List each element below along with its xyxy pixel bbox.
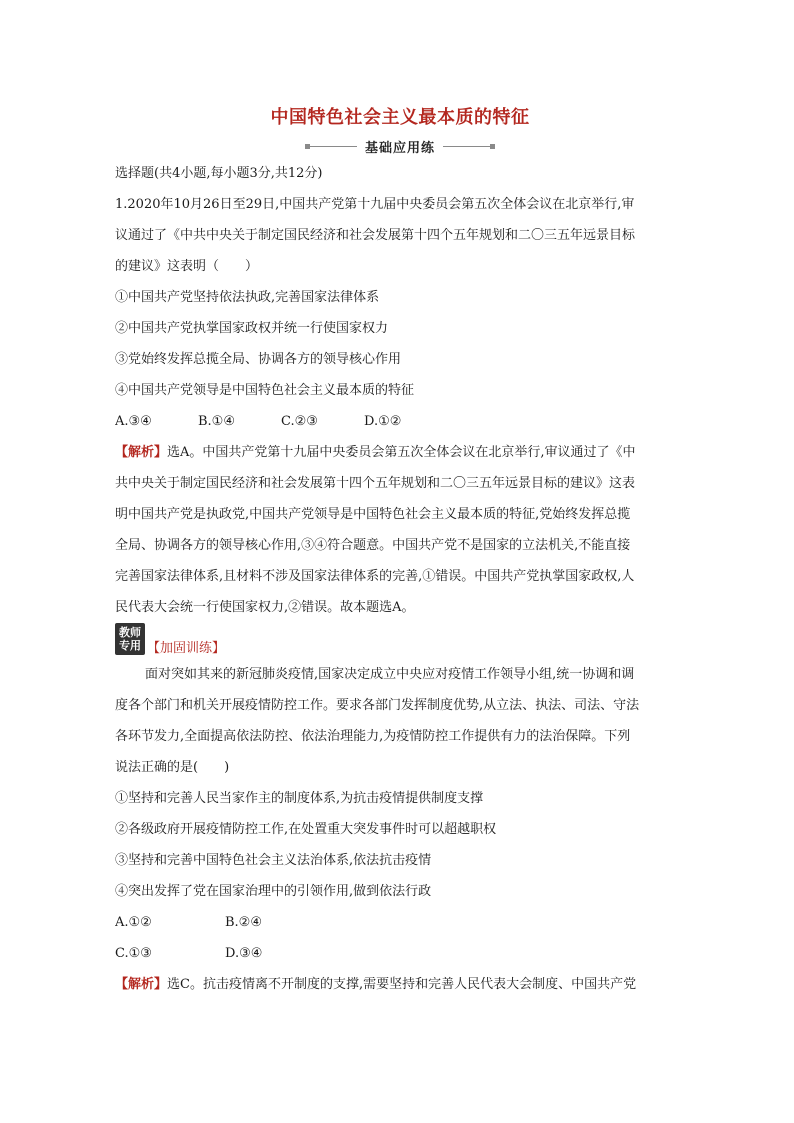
q2-stem-line: 面对突如其来的新冠肺炎疫情,国家决定成立中央应对疫情工作领导小组,统一协调和调 (145, 667, 635, 682)
q2-statement: ①坚持和完善人民当家作主的制度体系,为抗击疫情提供制度支撑 (115, 791, 484, 806)
q2-options-row-1 (115, 907, 685, 938)
q1-option-d: D.①② (364, 414, 402, 429)
teacher-badge-line: 教师 (119, 626, 141, 639)
q2-option-b: B.②④ (225, 915, 262, 930)
q1-analysis (115, 437, 685, 623)
question-2 (115, 659, 685, 1000)
q2-statement: ②各级政府开展疫情防控工作,在处置重大突发事件时可以超越职权 (115, 822, 497, 837)
divider-line-left (305, 146, 357, 147)
q2-analysis-line (115, 969, 685, 1000)
q2-stem-line: 度各个部门和机关开展疫情防控工作。要求各部门发挥制度优势,从立法、执法、司法、守法 (115, 698, 640, 713)
q1-statement: ④中国共产党领导是中国特色社会主义最本质的特征 (115, 383, 415, 398)
q2-analysis-text: 选C。抗击疫情离不开制度的支撑,需要坚持和完善人民代表大会制度、中国共产党 (167, 977, 637, 992)
q1-statement: ③党始终发挥总揽全局、协调各方的领导核心作用 (115, 352, 402, 367)
instructions: 选择题(共4小题,每小题3分,共12分) (115, 166, 323, 181)
q2-stem-line: 各环节发力,全面提高依法防控、依法治理能力,为疫情防控工作提供有力的法治保障。下列 (115, 729, 631, 744)
section-label: 基础应用练 (364, 140, 435, 156)
q1-analysis-line: 民代表大会统一行使国家权力,②错误。故本题选A。 (115, 600, 415, 615)
q1-option-b: B.①④ (198, 414, 235, 429)
q2-options-row-2 (115, 938, 685, 969)
teacher-badge-line: 专用 (119, 639, 141, 652)
page-title: 中国特色社会主义最本质的特征 (270, 107, 530, 128)
q2-option-a: A.①② (115, 915, 152, 930)
analysis-tag: 【解析】 (115, 445, 168, 460)
q1-analysis-line: 全局、协调各方的领导核心作用,③④符合题意。中国共产党不是国家的立法机关,不能直接 (115, 538, 631, 553)
q1-analysis-line: 明中国共产党是执政党,中国共产党领导是中国特色社会主义最本质的特征,党始终发挥总揽 (115, 507, 631, 522)
document-page (115, 100, 685, 1000)
reinforce-label: 【加固训练】 (147, 641, 226, 656)
q2-option-c: C.①③ (115, 946, 152, 961)
teacher-badge-icon (115, 623, 145, 655)
q2-statement: ④突出发挥了党在国家治理中的引领作用,做到依法行政 (115, 884, 432, 899)
teacher-section-header (115, 623, 685, 659)
q2-option-d: D.③④ (225, 946, 263, 961)
q1-options (115, 406, 685, 437)
q1-statement: ②中国共产党执掌国家政权并统一行使国家权力 (115, 321, 389, 336)
q2-statement: ③坚持和完善中国特色社会主义法治体系,依法抗击疫情 (115, 853, 432, 868)
q1-analysis-line: 共中央关于制定国民经济和社会发展第十四个五年规划和二〇三五年远景目标的建议》这表 (115, 476, 636, 491)
q1-stem-line: 议通过了《中共中央关于制定国民经济和社会发展第十四个五年规划和二〇三五年远景目标 (115, 228, 636, 243)
analysis-tag: 【解析】 (115, 977, 168, 992)
q1-stem-line: 1.2020年10月26日至29日,中国共产党第十九届中央委员会第五次全体会议在北京举行,审 (115, 197, 635, 212)
q1-analysis-text: 选A。中国共产党第十九届中央委员会第五次全体会议在北京举行,审议通过了《中 (167, 445, 636, 460)
q1-option-c: C.②③ (281, 414, 318, 429)
section-divider (115, 134, 685, 158)
question-1 (115, 189, 685, 623)
q2-stem-line: 说法正确的是( ) (115, 760, 230, 775)
q1-analysis-line (115, 437, 685, 468)
q1-analysis-line: 完善国家法律体系,且材料不涉及国家法律体系的完善,①错误。中国共产党执掌国家政权,人 (115, 569, 635, 584)
q1-option-a: A.③④ (115, 414, 152, 429)
q1-stem-line: 的建议》这表明（ ） (115, 259, 259, 274)
divider-line-right (443, 146, 495, 147)
q1-statement: ①中国共产党坚持依法执政,完善国家法律体系 (115, 290, 380, 305)
